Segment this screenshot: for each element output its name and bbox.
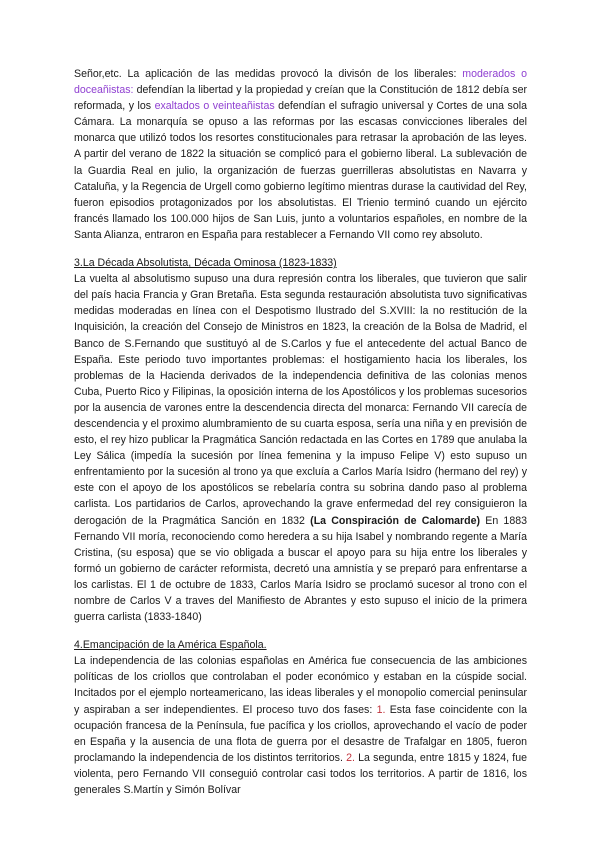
section-heading-emancipacion: 4.Emancipación de la América Española. — [74, 639, 267, 652]
paragraph-trienio — [74, 66, 527, 243]
highlight-exaltados: exaltados o veinteañistas — [154, 100, 275, 113]
phase-number-1: 1. — [376, 703, 386, 716]
text-run: La independencia de las colonias españolas en América fue consecuencia de las ambiciones políticas de los criollos que controlaban el poder económico y estaban en la cúspide social. Incitados por el ejemplo norteamericano, las ideas liberales y el monopolio comercial peninsular y aspiraban a ser independientes. El proceso tuvo dos fases: — [74, 655, 527, 716]
text-run: La segunda, entre 1815 y 1824, fue violenta, pero Fernando VII conseguió controlar casi todos los territorios. A partir de 1816, los generales S.Martín y Simón Bolívar — [74, 751, 527, 797]
text-run: En 1883 Fernando VII moría, reconociendo como heredera a su hija Isabel y nombrando regente a María Cristina, (su esposa) que se vio obligada a buscar el apoyo para su hija entre los liberales y formó un gobierno de carácter reformista, decretó una amnistía y se preparó para enfrentarse a los carlistas. El 1 de octubre de 1833, Carlos María Isidro se proclamó sucesor al trono con el nombre de Carlos V a traves del Manifiesto de Abrantes y esto supuso el inicio de la primera guerra carlista (1833-1840) — [74, 514, 527, 624]
text-run: defendían la libertad y la propiedad y creían que la Constitución de 1812 debía ser reformada, y los — [74, 84, 527, 113]
text-run: Señor,etc. La aplicación de las medidas provocó la divisón de los liberales: — [74, 68, 463, 80]
text-run: defendían el sufragio universal y Cortes de una sola Cámara. La monarquía se opuso a las reformas por las escasas convicciones liberales del monarca que utilizó todos los resortes constitucionales para retrasar la aprobación de las leyes. A partir del verano de 1822 la situación se complicó para el gobierno liberal. La sublevación de la Guardia Real en julio, la organización de fuerzas guerrilleras absolutistas en Navarra y Cataluña, y la Regencia de Urgell como gobierno legítimo mientras durase la cautividad del Rey, fueron episodios protagonizados por los absolutistas. El Trienio terminó cuando un ejército francés llamado los 100.000 hijos de San Luis, junto a voluntarios españoles, en nombre de la Santa Alianza, entraron en España para restablecer a Fernando VII como rey absoluto. — [74, 100, 527, 241]
phase-number-2: 2. — [346, 751, 355, 764]
paragraph-decada-absolutista — [74, 271, 527, 625]
document-page — [74, 66, 527, 798]
section-heading-decada-absolutista: 3.La Década Absolutista, Década Ominosa (1823-1833) — [74, 257, 337, 270]
text-run: La vuelta al absolutismo supuso una dura represión contra los liberales, que tuvieron que salir del país hacia Francia y Gran Bretaña. Esta segunda restauración absolutista tuvo significativas medidas moderadas en línea con el Despotismo Ilustrado del S.XVIII: la no restitución de la Inquisición, la creación del Consejo de Ministros en 1823, la creación de la Bolsa de Madrid, el Banco de S.Fernando que sustituyó al de S.Carlos y fue el antecedente del actual Banco de España. Este periodo tuvo importantes problemas: el hostigamiento hacia los liberales, los problemas de la Hacienda derivados de la independencia definitiva de las colonias menos Cuba, Puerto Rico y Filipinas, la oposición interna de los Apostólicos y los problemas sucesorios por la ausencia de varones entre la descendencia directa del monarca: Fernando VII carecía de descendencia y el proximo alumbramiento de su cuarta esposa, sería una niña y en previsión de esto, el rey hizo publicar la Pragmática Sanción redactada en las Cortes en 1789 que anulaba la Ley Sálica (impedía la sucesión por línea femenina y la impuso Felipe V) esto supuso un enfrentamiento por la sucesión al trono ya que excluía a Carlos María Isidro (hermano del rey) y este con el apoyo de los apostólicos se rebelaría contra su sobrina dando paso al problema carlista. Los partidarios de Carlos, aprovechando la grave enfermedad del rey consiguieron la derogación de la Pragmática Sanción en 1832 — [74, 273, 527, 527]
paragraph-emancipacion — [74, 653, 527, 798]
highlight-moderados: moderados o doceañistas: — [74, 68, 527, 97]
bold-calomarde: (La Conspiración de Calomarde) — [310, 514, 481, 527]
text-run: Esta fase coincidente con la ocupación francesa de la Península, fue pacífica y los criollos, aprovechando el vacío de poder en España y la ausencia de una flota de guerra por el desastre de Trafalgar en 1805, fueron proclamando la independencia de los distintos territorios. — [74, 703, 527, 764]
